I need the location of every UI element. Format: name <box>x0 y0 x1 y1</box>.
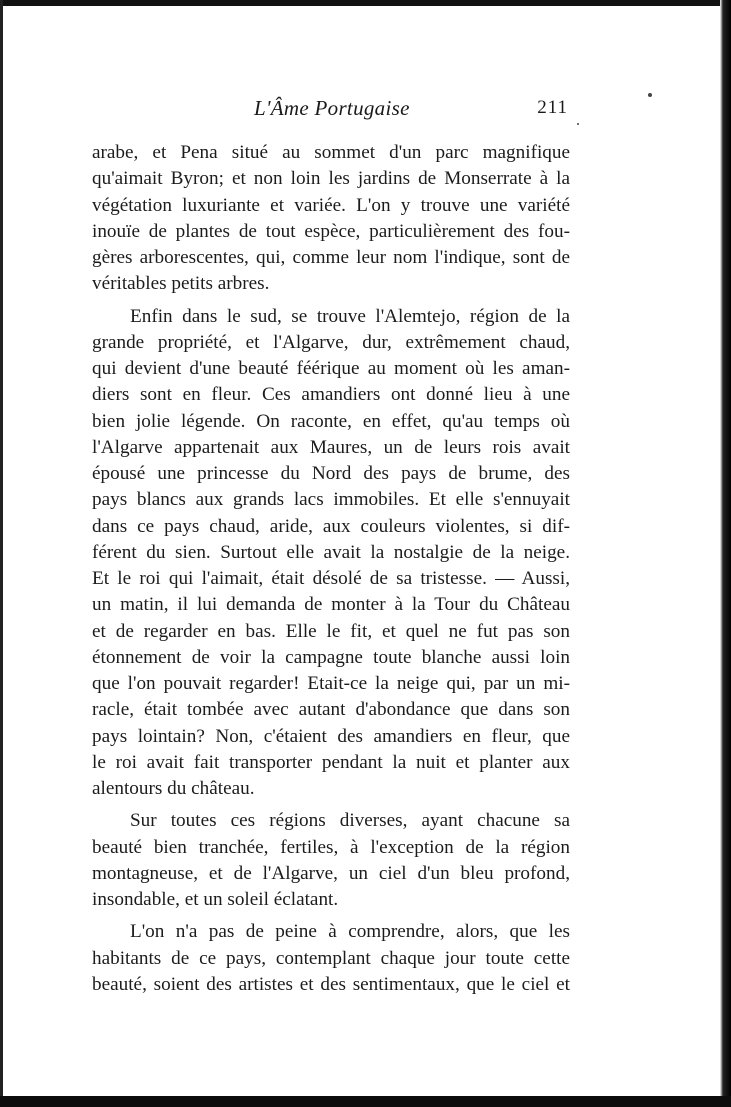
text-line: dans ce pays chaud, aride, aux couleurs violentes, si dif- <box>92 515 570 537</box>
paragraph-2 <box>92 304 570 803</box>
scan-border-left <box>0 0 3 1107</box>
text-line: pays lointain? Non, c'étaient des amandiers en fleur, que <box>92 725 570 747</box>
text-line: férent du sien. Surtout elle avait la nostalgie de la neige. <box>92 541 570 563</box>
text-line: gères arborescentes, qui, comme leur nom l'indique, sont de <box>92 247 570 268</box>
text-line: alentours du château. <box>92 778 255 799</box>
text-line: diers sont en fleur. Ces amandiers ont donné lieu à une <box>92 384 570 406</box>
text-line: qu'aimait Byron; et non loin les jardins de Monserrate à la <box>92 168 570 190</box>
text-line: végétation luxuriante et variée. L'on y trouve une variété <box>92 194 570 216</box>
text-line: beauté, soient des artistes et des sentimentaux, que le ciel et <box>92 973 570 995</box>
page-header <box>92 90 570 124</box>
scan-border-top <box>0 0 731 6</box>
paragraph-4 <box>92 919 570 998</box>
text-line: un matin, il lui demanda de monter à la Tour du Château <box>92 594 570 616</box>
text-line: Enfin dans le sud, se trouve l'Alemtejo, région de la <box>130 305 570 327</box>
text-line: bien jolie légende. On raconte, en effet, qu'au temps où <box>92 410 570 432</box>
text-line: grande propriété, et l'Algarve, dur, extrêmement chaud, <box>92 331 570 353</box>
scan-speck <box>648 93 652 97</box>
paragraph-1 <box>92 140 570 298</box>
text-line: Et le roi qui l'aimait, était désolé de sa tristesse. — Aussi, <box>92 568 570 589</box>
text-line: étonnement de voir la campagne toute blanche aussi loin <box>92 646 570 668</box>
paragraph-3 <box>92 808 570 913</box>
text-line: insondable, et un soleil éclatant. <box>92 889 339 910</box>
text-line: et de regarder en bas. Elle le fit, et quel ne fut pas son <box>92 620 570 642</box>
page-number: 211 <box>537 97 568 118</box>
text-line: racle, était tombée avec autant d'abondance que dans son <box>92 699 570 721</box>
text-line: véritables petits arbres. <box>92 273 270 295</box>
scan-speck <box>577 123 579 125</box>
text-line: inouïe de plantes de tout espèce, particulièrement des fou- <box>92 220 570 242</box>
text-line: épousé une princesse du Nord des pays de brume, des <box>92 463 570 484</box>
text-line: arabe, et Pena situé au sommet d'un parc magnifique <box>92 142 570 163</box>
text-line: que l'on pouvait regarder! Etait-ce la neige qui, par un mi- <box>92 673 570 694</box>
text-line: beauté bien tranchée, fertiles, à l'exception de la région <box>92 836 570 858</box>
text-line: L'on n'a pas de peine à comprendre, alors, que les <box>130 921 570 943</box>
scan-border-right <box>720 0 731 1107</box>
text-line: habitants de ce pays, contemplant chaque jour toute cette <box>92 947 570 969</box>
body-text <box>92 140 570 998</box>
scan-border-bottom <box>0 1096 731 1107</box>
text-line: pays blancs aux grands lacs immobiles. Et elle s'ennuyait <box>92 489 570 511</box>
text-line: Sur toutes ces régions diverses, ayant chacune sa <box>130 810 570 832</box>
running-title: L'Âme Portugaise <box>254 96 410 120</box>
text-line: montagneuse, et de l'Algarve, un ciel d'un bleu profond, <box>92 862 570 884</box>
text-line: le roi avait fait transporter pendant la nuit et planter aux <box>92 751 570 773</box>
text-line: qui devient d'une beauté féérique au moment où les aman- <box>92 358 570 379</box>
text-line: l'Algarve appartenait aux Maures, un de leurs rois avait <box>92 436 570 458</box>
